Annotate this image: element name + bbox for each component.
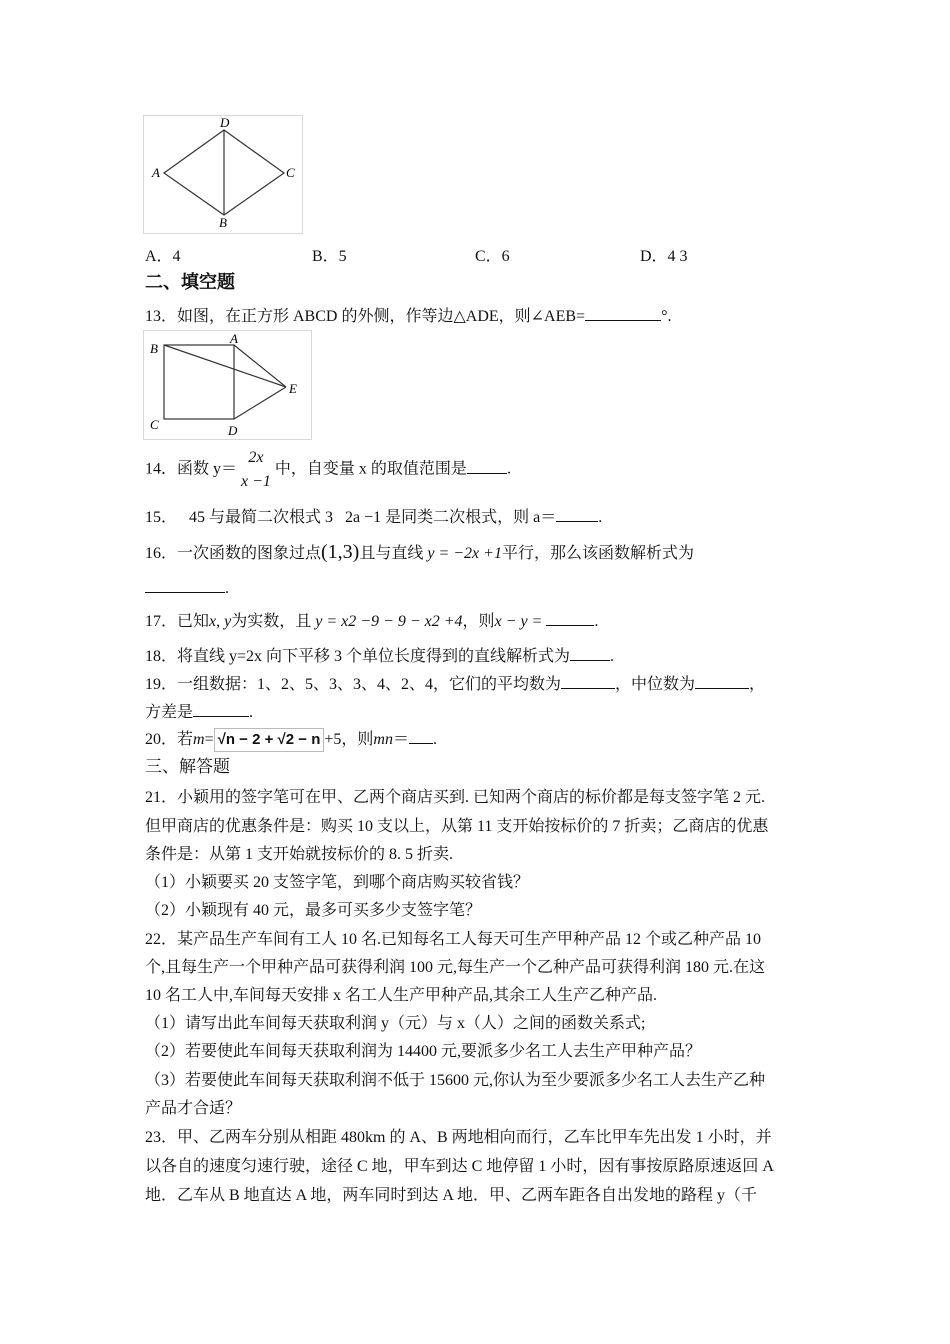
answer-blank xyxy=(409,729,433,744)
section-title-solutions: 三、解答题 xyxy=(145,757,230,776)
q23-line: 以各自的速度匀速行驶，途径 C 地，甲车到达 C 地停留 1 小时，因有事按原路原速返回 A xyxy=(145,1158,774,1175)
vertex-label-a: A xyxy=(230,331,238,346)
option-d: D．4 3 xyxy=(640,248,688,265)
answer-blank xyxy=(556,507,598,522)
rhombus-diagram xyxy=(144,116,302,233)
vertex-label-b: B xyxy=(219,215,227,230)
fraction xyxy=(241,447,271,493)
q21-line: 但甲商店的优惠条件是：购买 10 支以上，从第 11 支开始按标价的 7 折卖；乙商店的优惠 xyxy=(145,818,769,835)
q20-end: . xyxy=(432,731,437,748)
q16-mid: 且与直线 xyxy=(359,545,424,562)
q20-plus: +5，则 xyxy=(324,731,374,748)
vertex-label-c: C xyxy=(286,165,295,180)
question-19 xyxy=(145,674,765,695)
q15-prefix: 15． xyxy=(145,509,178,526)
q19-end: . xyxy=(249,704,254,721)
answer-blank xyxy=(467,459,507,474)
q22-line: 10 名工人中,车间每天安排 x 名工人生产甲种产品,其余工人生产乙种产品. xyxy=(145,987,658,1004)
vertex-label-e: E xyxy=(289,381,297,396)
q13-suffix: °. xyxy=(661,308,672,325)
q14-prefix: 14．函数 y＝ xyxy=(145,460,238,478)
option-b: B．5 xyxy=(312,248,347,265)
q15-text-a: 45 与最简二次根式 3 xyxy=(189,509,334,526)
square-triangle-diagram xyxy=(144,331,311,439)
question-13 xyxy=(145,306,671,327)
q17-vars: x, y xyxy=(209,613,232,630)
question-16-cont xyxy=(145,578,229,599)
vertex-label-d: D xyxy=(220,116,230,130)
q22-line: （2）若要使此车间每天获取利润为 14400 元,要派多少名工人去生产甲种产品？ xyxy=(145,1043,702,1060)
q21-line: （1）小颖要买 20 支签字笔，到哪个商店购买较省钱？ xyxy=(145,874,530,891)
question-15 xyxy=(145,507,602,528)
vertex-label-d: D xyxy=(228,423,238,438)
question-14 xyxy=(145,447,511,493)
question-17 xyxy=(145,611,598,632)
q17-suffix: ，则 xyxy=(462,613,495,630)
question-16 xyxy=(145,542,694,564)
q20-mn: mn xyxy=(373,731,393,748)
q20-equals-sign: ＝ xyxy=(392,731,409,748)
q17-prefix: 17．已知 xyxy=(145,613,210,630)
q21-line: 21．小颖用的签字笔可在甲、乙两个商店买到. 已知两个商店的标价都是每支签字笔 2 元. xyxy=(145,789,766,806)
q22-line: 个,且每生产一个甲种产品可获得利润 100 元,每生产一个乙种产品可获得利润 180 元.在这 xyxy=(145,959,766,976)
q13-text: 13．如图，在正方形 ABCD 的外侧，作等边△ADE，则∠AEB= xyxy=(145,308,586,325)
q17-equation: y = x2 −9 − 9 − x2 +4 xyxy=(315,613,463,630)
q20-prefix: 20．若 xyxy=(145,731,194,748)
answer-blank xyxy=(570,646,610,661)
option-c: C．6 xyxy=(475,248,510,265)
answer-blank xyxy=(546,611,594,626)
q19-line2: 方差是 xyxy=(145,704,194,721)
q23-line: 地．乙车从 B 地直达 A 地，两车同时到达 A 地．甲、乙两车距各自出发地的路程 y（千 xyxy=(145,1187,758,1204)
q21-line: 条件是：从第 1 支开始就按标价的 8. 5 折卖. xyxy=(145,846,454,863)
q22-line: 22．某产品生产车间有工人 10 名.已知每名工人每天可生产甲种产品 12 个或乙种产品 10 xyxy=(145,931,762,948)
radical-expression-image: √n − 2 + √2 − n xyxy=(214,728,325,752)
square-triangle-figure xyxy=(143,330,312,440)
q21-line: （2）小颖现有 40 元，最多可买多少支签字笔？ xyxy=(145,902,482,919)
section-title-fill-in: 二、填空题 xyxy=(145,272,235,292)
q16-point: (1,3) xyxy=(321,541,360,563)
q14-end: . xyxy=(506,460,511,478)
answer-blank xyxy=(695,674,749,689)
q20-m: m xyxy=(193,731,205,748)
question-20 xyxy=(145,728,437,752)
q19-comma: ， xyxy=(749,676,766,693)
answer-blank xyxy=(193,702,249,717)
q16-equation: y = −2x +1 xyxy=(427,545,502,562)
question-19-cont xyxy=(145,702,253,723)
q18-text: 18．将直线 y=2x 向下平移 3 个单位长度得到的直线解析式为 xyxy=(145,648,571,665)
q17-expression: x − y = xyxy=(494,613,543,630)
q22-line: （3）若要使此车间每天获取利润不低于 15600 元,你认为至少要派多少名工人去生产乙种 xyxy=(145,1072,766,1089)
q19-text: 19．一组数据：1、2、5、3、3、4、2、4，它们的平均数为 xyxy=(145,676,562,693)
option-a: A．4 xyxy=(145,248,181,265)
question-18 xyxy=(145,646,614,667)
q16-prefix: 16．一次函数的图象过点 xyxy=(145,545,322,562)
fraction-denominator: x −1 xyxy=(241,473,271,490)
answer-blank xyxy=(561,674,615,689)
fraction-numerator: 2x xyxy=(248,449,264,466)
q16-suffix: 平行，那么该函数解析式为 xyxy=(501,545,694,562)
q17-mid: 为实数，且 xyxy=(231,613,312,630)
q19-mid: ，中位数为 xyxy=(615,676,696,693)
q15-end: . xyxy=(598,509,603,526)
vertex-label-b: B xyxy=(150,341,158,356)
q23-line: 23．甲、乙两车分别从相距 480km 的 A、B 两地相向而行，乙车比甲车先出发 1 小时，并 xyxy=(145,1129,772,1146)
q17-end: . xyxy=(594,613,599,630)
q22-line: （1）请写出此车间每天获取利润 y（元）与 x（人）之间的函数关系式; xyxy=(145,1015,646,1032)
q22-line: 产品才合适？ xyxy=(145,1100,242,1117)
vertex-label-a: A xyxy=(152,165,160,180)
answer-blank xyxy=(145,578,225,593)
q14-suffix: 中，自变量 x 的取值范围是 xyxy=(274,460,467,478)
rhombus-figure xyxy=(143,115,303,234)
q16-end: . xyxy=(225,580,229,597)
q18-end: . xyxy=(610,648,615,665)
answer-blank xyxy=(585,306,661,321)
vertex-label-c: C xyxy=(150,417,159,432)
q15-text-b: 2a −1 是同类二次根式，则 a＝ xyxy=(345,509,557,526)
q20-equals: = xyxy=(204,731,214,748)
